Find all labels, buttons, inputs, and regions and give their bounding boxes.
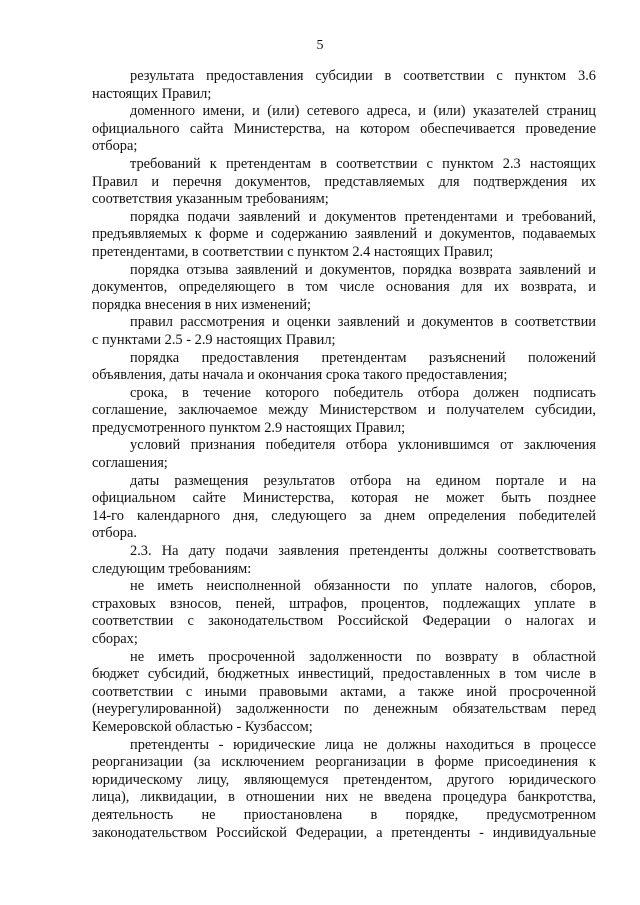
text-line: объявления, даты начала и окончания срока такого предоставления; xyxy=(92,367,508,384)
text-line: требований к претендентам в соответствии с пунктом 2.3 настоящих xyxy=(130,155,596,172)
text-line: результата предоставления субсидии в соответствии с пунктом 3.6 xyxy=(130,68,596,84)
text-line: Кемеровской областью - Кузбассом; xyxy=(92,718,313,735)
text-line: предъявляемых к форме и содержанию заявлений и документов, подаваемых xyxy=(92,226,596,243)
text-line: лица), ликвидации, в отношении них не введена процедура банкротства, xyxy=(92,789,596,806)
paragraph xyxy=(92,103,596,156)
paragraph xyxy=(92,156,596,209)
text-line: соответствия указанным требованиям; xyxy=(92,191,329,208)
text-line: соответствии с законодательством Российской Федерации о налогах и xyxy=(92,613,596,630)
text-line: даты размещения результатов отбора на едином портале и на xyxy=(130,472,596,489)
paragraph xyxy=(92,350,596,385)
text-line: 14-го календарного дня, следующего за днем определения победителей xyxy=(92,507,596,524)
paragraph xyxy=(92,578,596,648)
text-line: сборах; xyxy=(92,631,138,647)
text-line: отбора. xyxy=(92,525,137,542)
text-line: порядка отзыва заявлений и документов, порядка возврата заявлений и xyxy=(130,261,596,278)
text-line: (неурегулированной) задолженности по денежным обязательствам перед xyxy=(92,701,596,718)
paragraph xyxy=(92,473,596,543)
text-line: доменного имени, и (или) сетевого адреса, и (или) указателей страниц xyxy=(130,103,596,120)
paragraph xyxy=(92,262,596,315)
text-line: не иметь просроченной задолженности по возврату в областной xyxy=(130,648,596,665)
text-line: с пунктами 2.5 - 2.9 настоящих Правил; xyxy=(92,331,336,348)
text-line: претендентами, в соответствии с пунктом 2.4 настоящих Правил; xyxy=(92,243,494,260)
text-line: правил рассмотрения и оценки заявлений и документов в соответствии xyxy=(130,314,596,331)
paragraph xyxy=(92,314,596,349)
text-line: Правил и перечня документов, представляемых для подтверждения их xyxy=(92,173,596,190)
text-line: юридическому лицу, являющемуся претендентом, другого юридического xyxy=(92,771,596,788)
text-line: соответствии с иными правовыми актами, а также иной просроченной xyxy=(92,683,596,700)
text-line: порядка подачи заявлений и документов претендентами и требований, xyxy=(130,208,596,225)
text-line: официальном сайте Министерства, которая не может быть позднее xyxy=(92,490,596,507)
text-line: страховых взносов, пеней, штрафов, процентов, подлежащих уплате в xyxy=(92,595,596,612)
text-line: не иметь неисполненной обязанности по уплате налогов, сборов, xyxy=(130,578,596,595)
text-line: деятельность не приостановлена в порядке, предусмотренном xyxy=(92,806,596,823)
text-line: порядка предоставления претендентам разъяснений положений xyxy=(130,349,596,366)
text-line: законодательством Российской Федерации, а претенденты - индивидуальные xyxy=(92,824,596,841)
text-line: документов, определяющего в том числе основания для их возврата, и xyxy=(92,279,596,296)
text-line: 2.3. На дату подачи заявления претенденты должны соответствовать xyxy=(130,543,596,560)
text-line: соглашение, заключаемое между Министерством и получателем субсидии, xyxy=(92,402,596,419)
text-line: настоящих Правил; xyxy=(92,85,212,102)
paragraph xyxy=(92,209,596,262)
paragraph xyxy=(92,737,596,843)
document-body xyxy=(92,68,596,842)
paragraph xyxy=(92,437,596,472)
text-line: предусмотренного пунктом 2.9 настоящих Правил; xyxy=(92,419,406,436)
paragraph xyxy=(92,68,596,103)
text-line: претенденты - юридические лица не должны находиться в процессе xyxy=(130,736,596,753)
text-line: следующим требованиям: xyxy=(92,560,252,577)
text-line: бюджет субсидий, бюджетных инвестиций, предоставленных в том числе в xyxy=(92,666,596,683)
text-line: срока, в течение которого победитель отбора должен подписать xyxy=(130,384,596,401)
text-line: реорганизации (за исключением реорганизации в форме присоединения к xyxy=(92,754,596,771)
paragraph xyxy=(92,385,596,438)
text-line: официального сайта Министерства, на котором обеспечивается проведение xyxy=(92,120,596,137)
paragraph xyxy=(92,543,596,578)
text-line: порядка внесения в них изменений; xyxy=(92,296,312,313)
text-line: условий признания победителя отбора уклонившимся от заключения xyxy=(130,437,596,454)
page-number: 5 xyxy=(316,38,324,53)
paragraph xyxy=(92,649,596,737)
text-line: соглашения; xyxy=(92,455,168,472)
text-line: отбора; xyxy=(92,138,138,155)
